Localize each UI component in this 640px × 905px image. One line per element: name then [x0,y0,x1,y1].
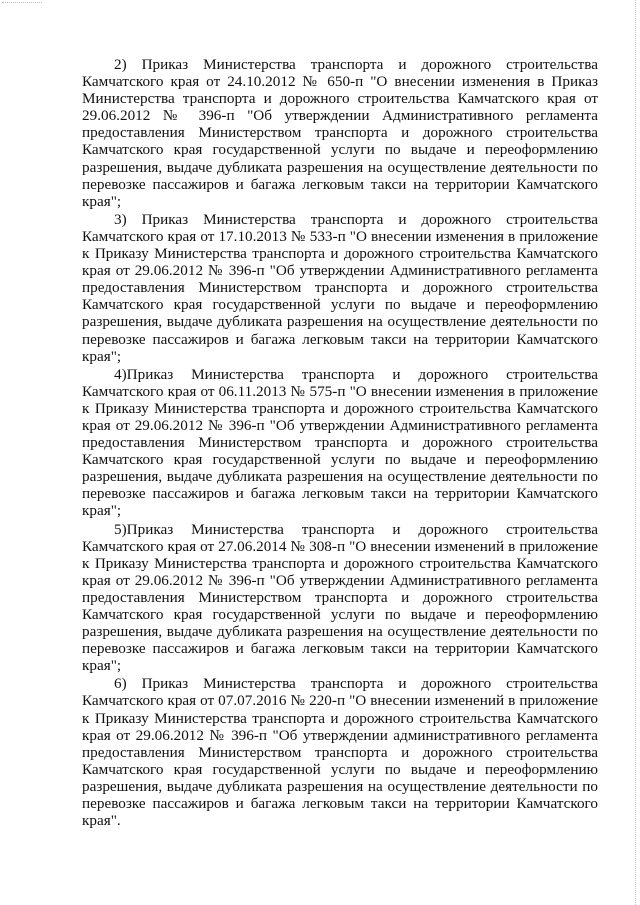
list-item-3: 3) Приказ Министерства транспорта и дорожного строительства Камчатского края от 17.10.2013 № 533-п "О внесении изменения в приложение к Приказу Министерства транспорта и дорожного строительства Камчатского края от 29.06.2012 № 396-п "Об утверждении Административного регламента предоставления Министерством транспорта и дорожного строительства Камчатского края государственной услуги по выдаче и переоформлению разрешения, выдаче дубликата разрешения на осуществление деятельности по перевозке пассажиров и багажа легковым такси на территории Камчатского края"; [82,210,598,365]
scan-edge-border [634,0,636,905]
document-body [82,56,598,830]
list-item-6: 6) Приказ Министерства транспорта и дорожного строительства Камчатского края от 07.07.2016 № 220-п "О внесении изменений в приложение к Приказу Министерства транспорта и дорожного строительства Камчатского края от 29.06.2012 № 396-п "Об утверждении административного регламента предоставления Министерством транспорта и дорожного строительства Камчатского края государственной услуги по выдаче и переоформлению разрешения, выдаче дубликата разрешения на осуществление деятельности по перевозке пассажиров и багажа легковым такси на территории Камчатского края". [82,675,598,830]
list-item-2: 2) Приказ Министерства транспорта и дорожного строительства Камчатского края от 24.10.2012 № 650-п "О внесении изменения в Приказ Министерства транспорта и дорожного строительства Камчатского края от 29.06.2012 № 396-п "Об утверждении Административного регламента предоставления Министерством транспорта и дорожного строительства Камчатского края государственной услуги по выдаче и переоформлению разрешения, выдаче дубликата разрешения на осуществление деятельности по перевозке пассажиров и багажа легковым такси на территории Камчатского края"; [82,56,598,210]
list-item-4: 4)Приказ Министерства транспорта и дорожного строительства Камчатского края от 06.11.2013 № 575-п "О внесении изменения в приложение к Приказу Министерства транспорта и дорожного строительства Камчатского края от 29.06.2012 № 396-п "Об утверждении Административного регламента предоставления Министерством транспорта и дорожного строительства Камчатского края государственной услуги по выдаче и переоформлению разрешения, выдаче дубликата разрешения на осуществление деятельности по перевозке пассажиров и багажа легковым такси на территории Камчатского края"; [82,365,598,520]
list-item-5: 5)Приказ Министерства транспорта и дорожного строительства Камчатского края от 27.06.2014 № 308-п "О внесении изменений в приложение к Приказу Министерства транспорта и дорожного строительства Камчатского края от 29.06.2012 № 396-п "Об утверждении Административного регламента предоставления Министерством транспорта и дорожного строительства Камчатского края государственной услуги по выдаче и переоформлению разрешения, выдаче дубликата разрешения на осуществление деятельности по перевозке пассажиров и багажа легковым такси на территории Камчатского края"; [82,520,598,675]
scan-edge-mark [2,2,42,4]
